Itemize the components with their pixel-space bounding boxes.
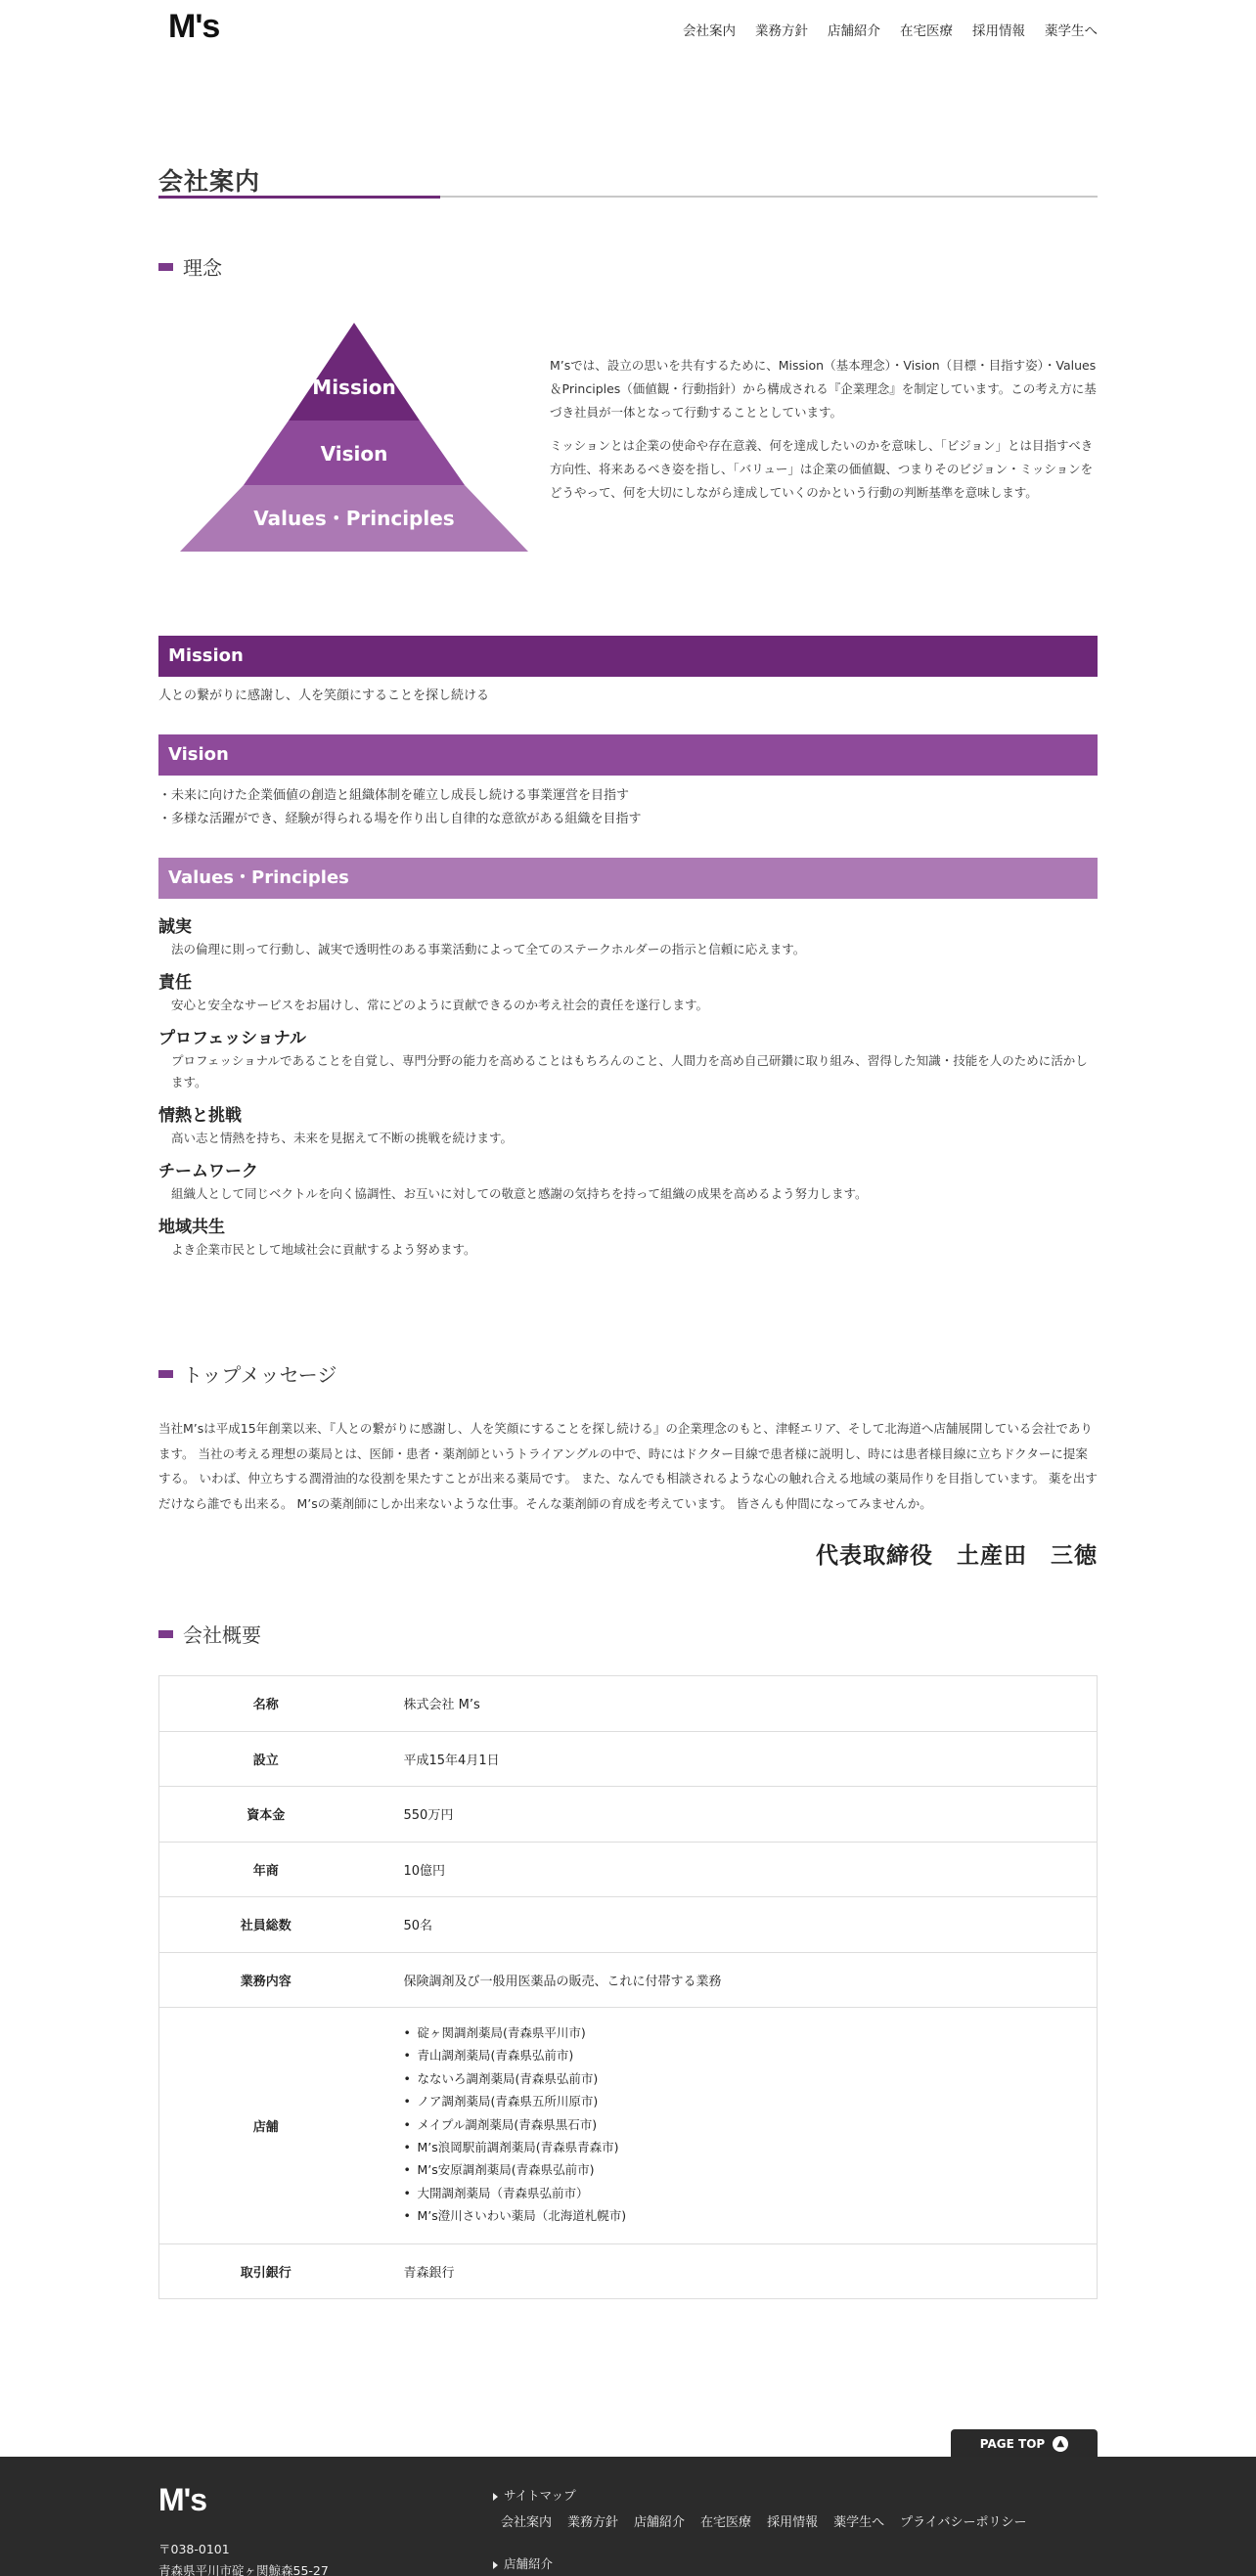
value-text: 高い志と情熱を持ち、未来を見据えて不断の挑戦を続けます。 [171,1131,514,1145]
row-label: 設立 [159,1731,373,1787]
pyramid-mission-tier [289,323,420,421]
heading-marker [158,1630,173,1638]
row-label: 取引銀行 [159,2243,373,2299]
values-band: Values・Principles [158,858,1098,899]
row-label: 業務内容 [159,1952,373,2008]
global-nav [683,20,1098,39]
nav-policy[interactable]: 業務方針 [755,23,808,39]
value-text: プロフェッショナルであることを自覚し、専門分野の能力を高めることはもちろんのこと、人間力を高め自己研鑽に取り組み、習得した知識・技能を人のために活かします。 [171,1053,1088,1089]
footer-nav [501,2511,1026,2530]
stores-label: 店舗紹介 [504,2556,554,2571]
value-title: 誠実 [158,917,192,937]
store-item: • ノア調剤薬局(青森県五所川原市) [404,2090,1098,2112]
value-text: 法の倫理に則って行動し、誠実で透明性のある事業活動によって全てのステークホルダーの指示と信頼に応えます。 [171,942,806,956]
table-row [159,2008,1098,2244]
row-label: 店舗 [159,2008,373,2244]
ceo-signature: 代表取締役 土産田 三徳 [816,1543,1098,1569]
vision-band: Vision [158,734,1098,776]
footer-nav-privacy[interactable]: プライバシーポリシー [900,2515,1027,2530]
footer-logo[interactable]: M's [158,2482,207,2517]
site-logo[interactable]: M's [168,8,220,45]
nav-company[interactable]: 会社案内 [683,23,736,39]
footer-nav-recruit[interactable]: 採用情報 [767,2515,819,2530]
row-value: 株式会社 M’s [373,1676,1098,1732]
top-message-heading [158,1359,1098,1388]
value-text: 組織人として同じベクトルを向く協調性、お互いに対しての敬意と感謝の気持ちを持って組織の成果を高めるよう努力します。 [171,1186,868,1201]
value-title: 情熱と挑戦 [158,1106,242,1126]
footer-street: 青森県平川市碇ヶ関鯨森55-27 [158,2563,329,2576]
footer-postal: 〒038-0101 [158,2542,230,2556]
value-title: 地域共生 [158,1218,225,1237]
value-item [158,1216,1098,1261]
value-item [158,1160,1098,1205]
site-footer [0,2457,1256,2576]
value-title: 責任 [158,973,192,993]
nav-students[interactable]: 薬学生へ [1045,23,1098,39]
row-value: 550万円 [373,1787,1098,1843]
page-title-block [158,162,1098,201]
vision-item: ・未来に向けた企業価値の創造と組織体制を確立し成長し続ける事業運営を目指す [158,788,630,803]
triangle-right-icon [493,2561,498,2569]
pyramid-graphic [180,323,528,552]
philosophy-pyramid [180,323,528,552]
row-label: 資本金 [159,1787,373,1843]
philosophy-paragraph: ミッションとは企業の使命や存在意義、何を達成したいのかを意味し、「ビジョン」とは目指すべき方向性、将来あるべき姿を指し、「バリュー」は企業の価値観、つまりそのビジョン・ミッションをどうやって、何を大切にしながら達成していくのかという行動の判断基準を意味します。 [550,438,1094,500]
arrow-up-icon: ▲ [1053,2436,1068,2452]
philosophy-heading [158,252,1098,281]
table-row [159,2243,1098,2299]
row-value: 保険調剤及び一般用医薬品の販売、これに付帯する業務 [373,1952,1098,2008]
philosophy-description [550,354,1098,514]
value-item [158,915,1098,960]
value-text: よき企業市民として地域社会に貢献するよう努めます。 [171,1242,476,1257]
footer-sitemap-title [493,2486,576,2504]
page-title: 会社案内 [158,167,261,196]
value-item [158,1104,1098,1149]
footer-stores-title[interactable] [493,2554,553,2572]
company-overview-table [158,1675,1098,2299]
footer-nav-stores[interactable]: 店舗紹介 [634,2515,686,2530]
nav-recruit[interactable]: 採用情報 [972,23,1025,39]
vision-list [158,784,1098,831]
philosophy-paragraph: M’sでは、設立の思いを共有するために、Mission（基本理念）・Vision（目標・目指す姿）・Values＆Principles（価値観・行動指針）から構成される『企業理念』を制定しています。この考え方に基づき社員が一体となって行動することとしています。 [550,358,1097,420]
page-top-button[interactable] [951,2429,1098,2459]
store-item: • 大開調剤薬局（青森県弘前市） [404,2182,1098,2204]
value-title: プロフェッショナル [158,1029,306,1048]
store-item: • なないろ調剤薬局(青森県弘前市) [404,2067,1098,2090]
store-item: • 青山調剤薬局(青森県弘前市) [404,2044,1098,2066]
values-list [158,915,1098,1271]
footer-nav-company[interactable]: 会社案内 [501,2515,553,2530]
table-row [159,1787,1098,1843]
mission-band: Mission [158,636,1098,677]
sitemap-label: サイトマップ [504,2488,576,2503]
table-row [159,1676,1098,1732]
triangle-right-icon [493,2493,498,2501]
pyramid-label-values: Values・Principles [253,507,455,530]
row-value: 50名 [373,1897,1098,1953]
philosophy-title: 理念 [183,256,222,280]
top-message-title: トップメッセージ [183,1363,337,1387]
nav-home-care[interactable]: 在宅医療 [900,23,953,39]
footer-nav-home-care[interactable]: 在宅医療 [700,2515,752,2530]
value-text: 安心と安全なサービスをお届けし、常にどのように貢献できるのか考え社会的責任を遂行します。 [171,998,709,1012]
vision-item: ・多様な活躍ができ、経験が得られる場を作り出し自律的な意欲がある組織を目指す [158,812,642,826]
overview-title: 会社概要 [183,1623,261,1647]
row-label: 年商 [159,1842,373,1897]
table-row [159,1952,1098,2008]
store-item: • M’s澄川さいわい薬局（北海道札幌市) [404,2204,1098,2227]
mission-text: 人との繋がりに感謝し、人を笑顔にすることを探し続ける [158,688,490,703]
footer-nav-students[interactable]: 薬学生へ [833,2515,885,2530]
heading-marker [158,263,173,271]
top-message-text: 当社M’sは平成15年創業以来、『人との繋がりに感謝し、人を笑顔にすることを探し続ける』の企業理念のもと、津軽エリア、そして北海道へ店舗展開している会社であります。 当社の考える理想の薬局とは、医師・患者・薬剤師というトライアングルの中で、時にはドクター目線で患者様に説明し、時には患者様目線に立ちドクターに提案する。 いわば、仲立ちする潤滑油的な役割を果たすことが出来る薬局です。 また、なんでも相談されるような心の触れ合える地域の薬局作りを目指しています。 薬を出すだけなら誰でも出来る。 M’sの薬剤師にしか出来ないような仕事。そんな薬剤師の育成を考えています。 皆さんも仲間になってみませんか。 [158,1421,1098,1511]
row-label: 名称 [159,1676,373,1732]
row-value: 平成15年4月1日 [373,1731,1098,1787]
footer-address [158,2539,329,2576]
table-row [159,1842,1098,1897]
nav-stores[interactable]: 店舗紹介 [828,23,880,39]
row-value [373,2008,1098,2244]
store-item: • M’s浪岡駅前調剤薬局(青森県青森市) [404,2136,1098,2158]
title-divider-accent [158,196,440,199]
table-row [159,1731,1098,1787]
row-value: 青森銀行 [373,2243,1098,2299]
page-top-label: PAGE TOP [979,2437,1046,2451]
footer-nav-policy[interactable]: 業務方針 [567,2515,619,2530]
site-header [0,0,1256,55]
overview-heading [158,1620,1098,1648]
heading-marker [158,1370,173,1378]
value-item [158,1027,1098,1093]
store-item: • 碇ヶ関調剤薬局(青森県平川市) [404,2021,1098,2044]
value-title: チームワーク [158,1162,258,1181]
value-item [158,971,1098,1016]
pyramid-label-mission: Mission [312,376,396,399]
store-item: • メイプル調剤薬局(青森県黒石市) [404,2113,1098,2136]
row-value: 10億円 [373,1842,1098,1897]
row-label: 社員総数 [159,1897,373,1953]
store-list [404,2008,1098,2243]
table-row [159,1897,1098,1953]
pyramid-label-vision: Vision [320,442,388,466]
store-item: • M’s安原調剤薬局(青森県弘前市) [404,2158,1098,2181]
